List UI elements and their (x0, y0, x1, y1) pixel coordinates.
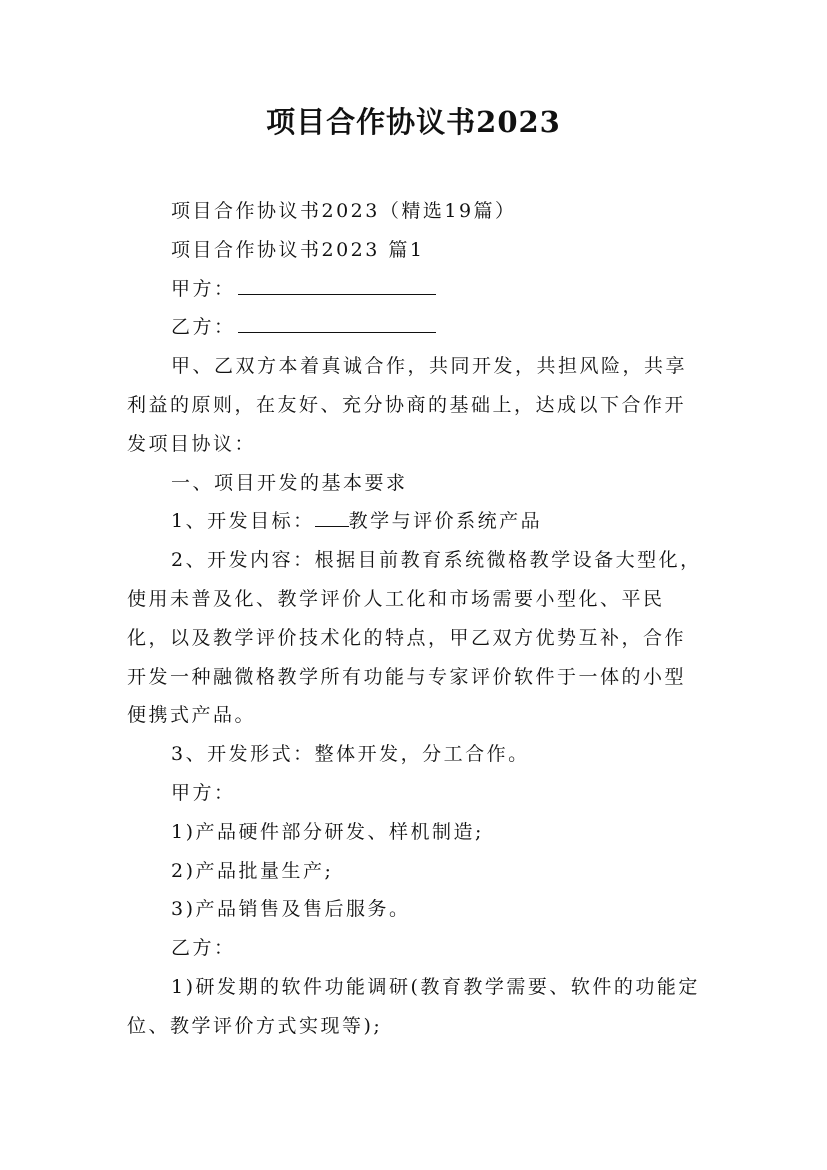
party-b-line (127, 308, 705, 347)
party-a-blank (238, 276, 436, 295)
goal-line (127, 502, 705, 541)
document-title: 项目合作协议书2023 (266, 105, 561, 139)
subtitle: 项目合作协议书2023（精选19篇） (171, 200, 517, 222)
goal-blank (315, 508, 349, 527)
party-a-heading: 甲方： (171, 781, 236, 804)
party-a-label: 甲方： (171, 277, 236, 300)
document-body (127, 192, 705, 1046)
party-b-label: 乙方： (171, 316, 236, 339)
form-paragraph: 3、开发形式：整体开发，分工合作。 (171, 743, 530, 766)
party-b-blank (238, 314, 436, 333)
section-heading: 项目合作协议书2023 篇1 (171, 238, 425, 261)
party-a-item: 3)产品销售及售后服务。 (171, 898, 411, 921)
goal-label: 1、开发目标： (171, 510, 315, 533)
goal-value: 教学与评价系统产品 (348, 510, 543, 533)
party-b-item: 1)研发期的软件功能调研(教育教学需要、软件的功能定位、教学评价方式实现等); (127, 975, 700, 1037)
party-a-item: 1)产品硬件部分研发、样机制造; (171, 820, 484, 843)
party-a-line (127, 270, 705, 309)
content-paragraph: 2、开发内容：根据目前教育系统微格教学设备大型化，使用未普及化、教学评价人工化和市场需要小型化、平民化，以及教学评价技术化的特点，甲乙双方优势互补，合作开发一种融微格教学所有功能与专家评价软件于一体的小型便携式产品。 (127, 549, 702, 727)
party-a-item: 2)产品批量生产; (171, 859, 334, 882)
intro-paragraph: 甲、乙双方本着真诚合作，共同开发，共担风险，共享利益的原则，在友好、充分协商的基础上，达成以下合作开发项目协议： (127, 355, 688, 455)
section-one-heading: 一、项目开发的基本要求 (171, 471, 408, 494)
party-b-heading: 乙方： (171, 937, 236, 960)
